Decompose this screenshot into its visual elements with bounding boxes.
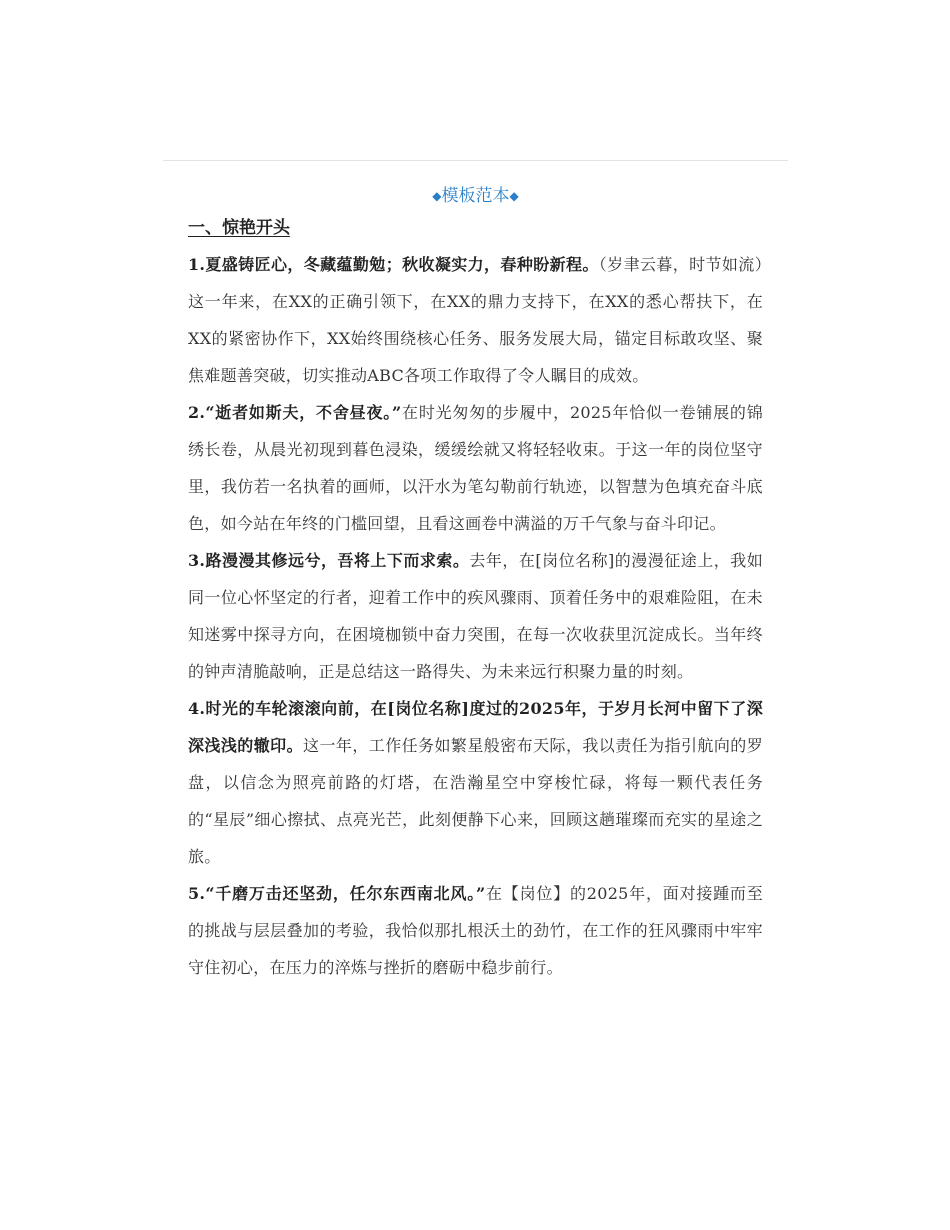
paragraph-2: [188, 394, 763, 542]
paragraph-text: 在【岗位】的2025年，面对接踵而至的挑战与层层叠加的考验，我恰似那扎根沃土的劲竹，在工作的狂风骤雨中牢牢守住初心，在压力的淬炼与挫折的磨砺中稳步前行。: [188, 884, 764, 977]
paragraph-lead: 时光的车轮滚滚向前，在[岗位名称]度过的2025年，于岁月长河中留下了深深浅浅的辙印。: [188, 699, 763, 755]
paragraph-number: 1.: [188, 255, 206, 274]
paragraph-text: 去年，在[岗位名称]的漫漫征途上，我如同一位心怀坚定的行者，迎着工作中的疾风骤雨、顶着任务中的艰难险阻，在未知迷雾中探寻方向，在困境枷锁中奋力突围，在每一次收获里沉淀成长。当年终的钟声清脆敲响，正是总结这一路得失、为未来远行积聚力量的时刻。: [188, 551, 763, 681]
paragraph-5: [188, 875, 763, 986]
paragraph-lead: 路漫漫其修远兮，吾将上下而求索。: [205, 551, 470, 570]
section-heading: 一、惊艳开头: [188, 218, 290, 238]
diamond-left-icon: ◆: [432, 189, 442, 203]
banner-title: 模板范本: [441, 186, 510, 206]
paragraph-text: （岁聿云暮，时节如流）这一年来，在XX的正确引领下，在XX的鼎力支持下，在XX的悉心帮扶下，在XX的紧密协作下，XX始终围绕核心任务、服务发展大局，锚定目标敢攻坚、聚焦难题善突破，切实推动ABC各项工作取得了令人瞩目的成效。: [188, 255, 763, 385]
paragraph-4: [188, 690, 763, 875]
template-banner: [188, 182, 763, 210]
document-body: [188, 182, 763, 986]
paragraph-number: 2.: [188, 403, 206, 422]
paragraph-lead: “千磨万击还坚劲，任尔东西南北风。”: [205, 884, 486, 903]
top-divider: [163, 160, 788, 161]
paragraph-text: 在时光匆匆的步履中，2025年恰似一卷铺展的锦绣长卷，从晨光初现到暮色浸染，缓缓绘就又将轻轻收束。于这一年的岗位坚守里，我仿若一名执着的画师，以汗水为笔勾勒前行轨迹，以智慧为色填充奋斗底色，如今站在年终的门槛回望，且看这画卷中满溢的万千气象与奋斗印记。: [188, 403, 763, 533]
paragraph-lead: “逝者如斯夫，不舍昼夜。”: [205, 403, 402, 422]
paragraph-1: [188, 246, 763, 394]
diamond-right-icon: ◆: [509, 189, 519, 203]
paragraph-3: [188, 542, 763, 690]
paragraph-lead: 夏盛铸匠心，冬藏蕴勤勉；秋收凝实力，春种盼新程。: [205, 255, 599, 274]
paragraph-number: 4.: [188, 699, 206, 718]
paragraph-number: 5.: [188, 884, 206, 903]
paragraph-number: 3.: [188, 551, 206, 570]
paragraph-text: 这一年，工作任务如繁星般密布天际，我以责任为指引航向的罗盘，以信念为照亮前路的灯塔，在浩瀚星空中穿梭忙碌，将每一颗代表任务的“星辰”细心擦拭、点亮光芒，此刻便静下心来，回顾这趟璀璨而充实的星途之旅。: [188, 736, 763, 866]
